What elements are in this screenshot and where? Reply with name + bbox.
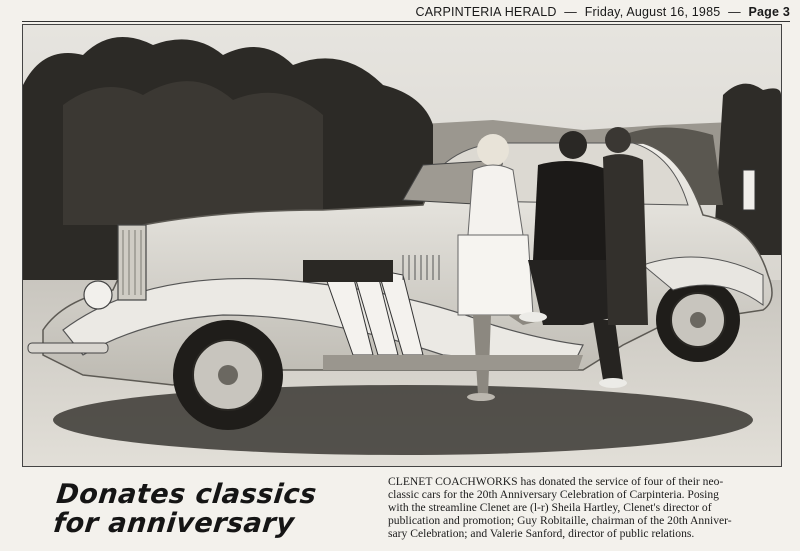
headline: [52, 480, 368, 538]
rear-hubcap: [690, 312, 706, 328]
photo-illustration: [23, 25, 781, 466]
page-number: Page 3: [748, 5, 790, 19]
front-hubcap: [218, 365, 238, 385]
radiator-grille: [118, 225, 146, 300]
headline-line-1: Donates classics: [54, 479, 319, 510]
caption-line: CLENET COACHWORKS has donated the service of four of their neo-: [388, 475, 724, 488]
trees-left-highlight: [63, 81, 323, 225]
publication-name: CARPINTERIA HERALD: [415, 5, 557, 19]
woman-shoe: [467, 393, 495, 401]
hood-vent: [303, 260, 393, 282]
woman-hair: [477, 134, 509, 166]
caption-line: publication and promotion; Guy Robitaille, chairman of the 20th Anniver-: [388, 514, 732, 528]
car-shadow: [53, 385, 753, 455]
roadside-sign: [743, 170, 755, 210]
caption-line: sary Celebration; and Valerie Sanford, director of public relations.: [388, 527, 695, 541]
header-separator: —: [728, 5, 741, 19]
photo-caption: [388, 475, 788, 540]
caption-line: classic cars for the 20th Anniversary Celebration of Carpinteria. Posing: [388, 488, 719, 502]
woman-skirt: [458, 235, 533, 315]
page-header: [0, 0, 800, 22]
news-photo: [22, 24, 782, 467]
caption-line: with the streamline Clenet are (l-r) Sheila Hartley, Clenet's director of: [388, 501, 712, 515]
headlight: [84, 281, 112, 309]
publication-date: Friday, August 16, 1985: [584, 5, 721, 19]
header-separator: —: [564, 5, 577, 19]
header-line: [415, 5, 790, 19]
header-rule: [22, 21, 790, 22]
man-shoe-left: [519, 312, 547, 322]
rear-person-body: [603, 154, 648, 325]
man-head: [559, 131, 587, 159]
rear-person-head: [605, 127, 631, 153]
running-board: [323, 355, 583, 370]
front-bumper: [28, 343, 108, 353]
man-shoe: [599, 378, 627, 388]
headline-line-2: for anniversary: [51, 508, 296, 539]
